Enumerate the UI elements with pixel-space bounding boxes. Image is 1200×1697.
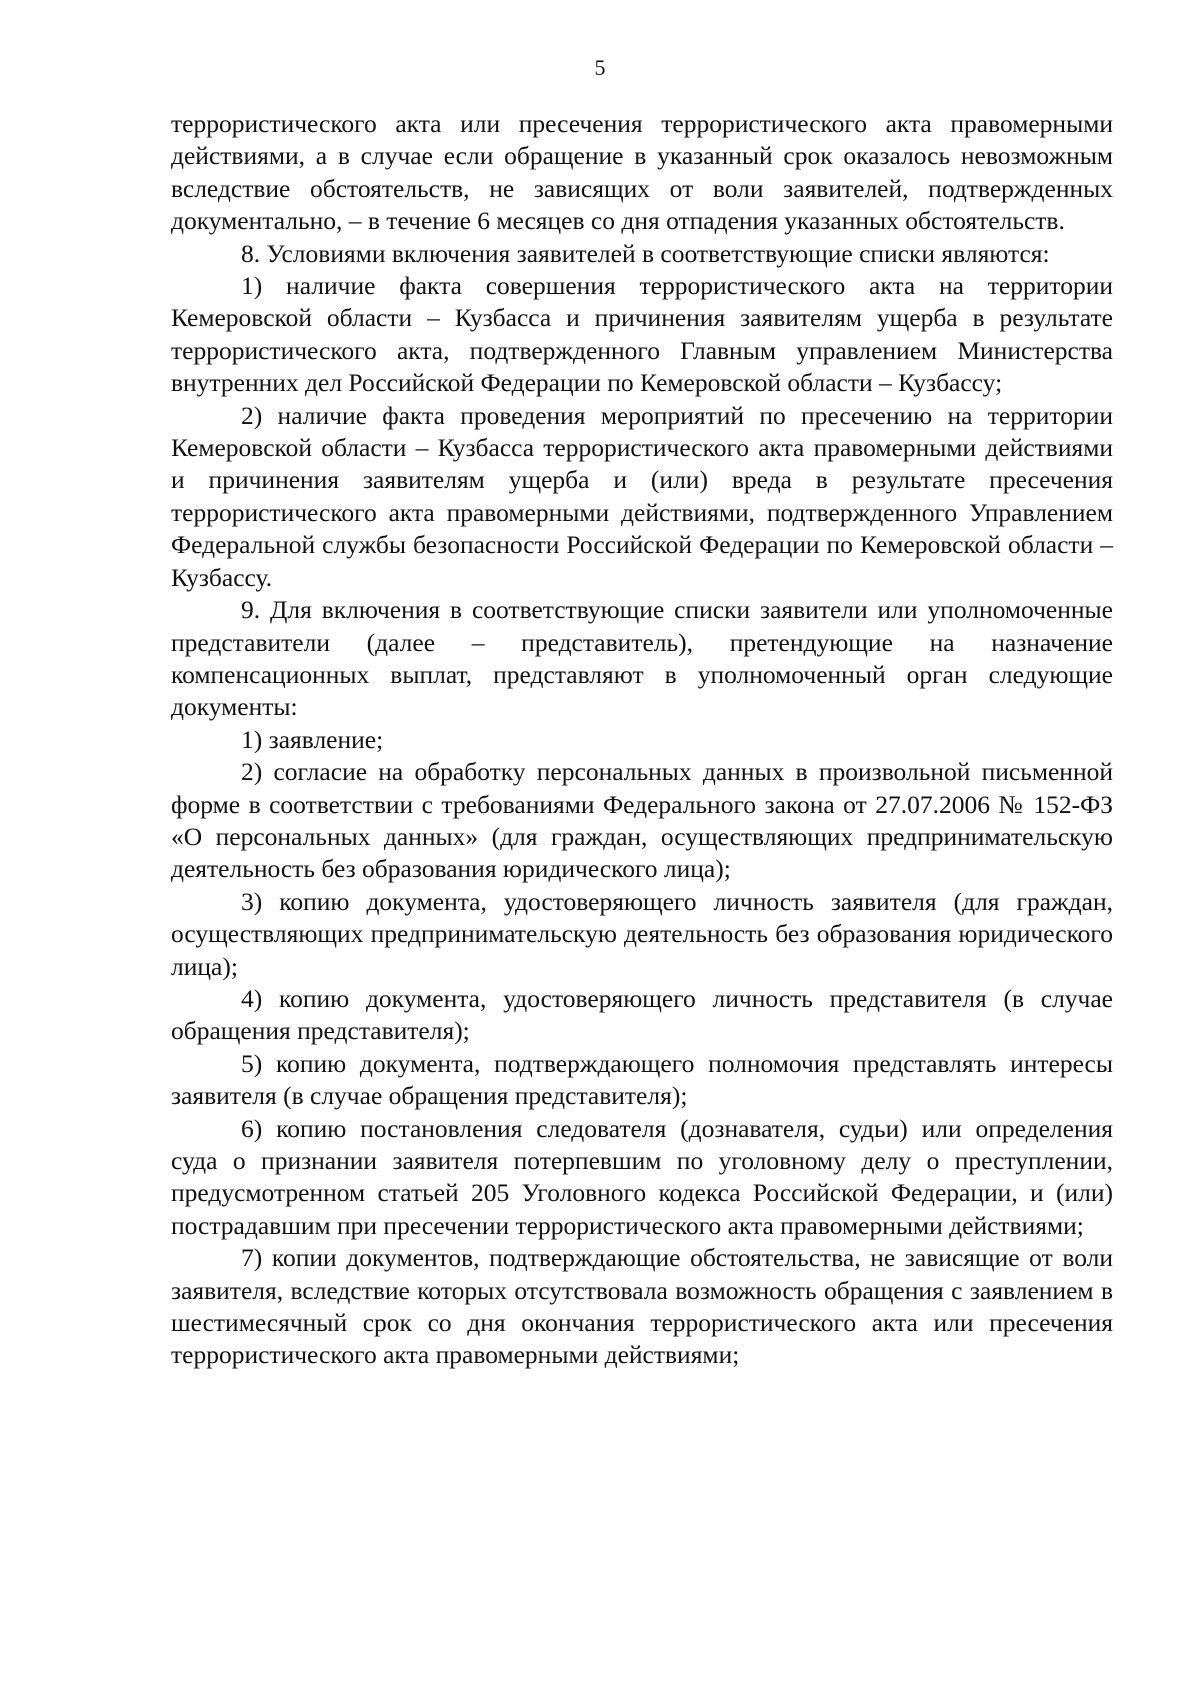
document-body [171, 108, 1113, 1372]
paragraph-item-9: 9. Для включения в соответствующие списки заявители или уполномоченные представители (далее – представитель), претендующие на назначение компенсационных выплат, представляют в уполномоченный орган следующие документы: [171, 595, 1113, 722]
paragraph-item-8: 8. Условиями включения заявителей в соответствующие списки являются: [241, 238, 1050, 268]
page-number: 5 [594, 55, 606, 80]
paragraph-continuation: террористического акта или пресечения террористического акта правомерными действиями, а в случае если обращение в указанный срок оказалось невозможным вследствие обстоятельств, не зависящих от воли заявителей, подтвержденных документально, – в течение 6 месяцев со дня отпадения указанных обстоятельств. [171, 109, 1113, 236]
paragraph-item-9-6: 6) копию постановления следователя (дознавателя, судьи) или определения суда о признании заявителя потерпевшим по уголовному делу о преступлении, предусмотренном статьей 205 Уголовного кодекса Российской Федерации, и (или) пострадавшим при пресечении террористического акта правомерными действиями; [171, 1113, 1113, 1240]
paragraph-item-9-5: 5) копию документа, подтверждающего полномочия представлять интересы заявителя (в случае обращения представителя); [171, 1048, 1113, 1111]
paragraph-item-9-4: 4) копию документа, удостоверяющего личность представителя (в случае обращения представителя); [171, 983, 1113, 1046]
paragraph-item-9-7: 7) копии документов, подтверждающие обстоятельства, не зависящие от воли заявителя, вследствие которых отсутствовала возможность обращения с заявлением в шестимесячный срок со дня окончания террористического акта или пресечения террористического акта правомерными действиями; [171, 1243, 1113, 1370]
paragraph-item-9-1: 1) заявление; [241, 724, 384, 754]
paragraph-item-9-2: 2) согласие на обработку персональных данных в произвольной письменной форме в соответствии с требованиями Федерального закона от 27.07.2006 № 152-ФЗ «О персональных данных» (для граждан, осуществляющих предпринимательскую деятельность без образования юридического лица); [171, 757, 1113, 884]
paragraph-item-9-3: 3) копию документа, удостоверяющего личность заявителя (для граждан, осуществляющих предпринимательскую деятельность без образования юридического лица); [171, 886, 1113, 981]
paragraph-item-8-2: 2) наличие факта проведения мероприятий по пресечению на территории Кемеровской области – Кузбасса террористического акта правомерными действиями и причинения заявителям ущерба и (или) вреда в результате пресечения террористического акта правомерными действиями, подтвержденного Управлением Федеральной службы безопасности Российской Федерации по Кемеровской области – Кузбассу. [171, 400, 1113, 592]
paragraph-item-8-1: 1) наличие факта совершения террористического акта на территории Кемеровской области – Кузбасса и причинения заявителям ущерба в результате террористического акта, подтвержденного Главным управлением Министерства внутренних дел Российской Федерации по Кемеровской области – Кузбассу; [171, 271, 1113, 398]
